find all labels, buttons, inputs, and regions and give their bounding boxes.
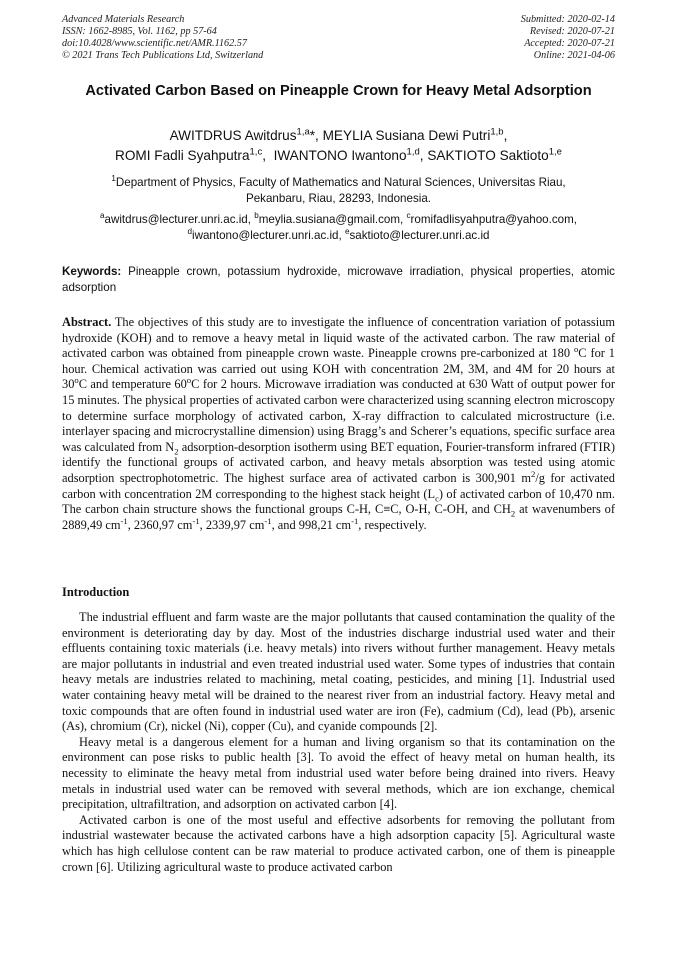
author-emails: $^a$awitdrus@lecturer.unri.ac.id, $^b$meylia.susiana@gmail.com, $^c$romifadlisyahputra@yahoo.com, $^d$iwantono@lecturer.unri.ac.id, $^e$saktioto@lecturer.unri.ac.id [100, 211, 577, 242]
date-online: Online: 2021-04-06 [533, 50, 615, 61]
journal-copyright: © 2021 Trans Tech Publications Ltd, Switzerland [62, 50, 264, 61]
paragraph: Heavy metal is a dangerous element for a human and living organism so that its contamination on the environment can pose risks to public health [3]. To avoid the effect of heavy metal on human health, its necessity to eliminate the heavy metal from industrial used water before being drained into rivers. Heavy metals in industrial used water can be removed with several methods, which are ion exchange, chemical precipitation, ultrafiltration, and adsorption on activated carbon [4]. [62, 734, 615, 812]
paragraph: The industrial effluent and farm waste are the major pollutants that caused contamination the quality of the environment is deteriorating day by day. Most of the industries discharge industrial used water and their effluents containing toxic materials (i.e. heavy metals) into rivers without further management. Heavy metals are major pollutants in industrial and even treated industrial used water. Some types of industries that contain heavy metals are industries related to machining, metal coating, pesticides, and mining [1]. Industrial used water containing heavy metal will be drained to the nearest river from an industrial factory. Heavy metal and toxic compounds that are often found in industrial used water are iron (Fe), cadmium (Cd), lead (Pb), arsenic (As), chromium (Cr), nickel (Ni), copper (Cu), and cyanide compounds [2]. [62, 610, 615, 734]
journal-name: Advanced Materials Research [62, 14, 185, 25]
journal-info [62, 14, 263, 62]
author-name: MEYLIA Susiana Dewi Putri [322, 128, 491, 143]
date-revised: Revised: 2020-07-21 [529, 26, 615, 37]
author-name: ROMI Fadli Syahputra [115, 148, 250, 163]
email-link[interactable]: iwantono@lecturer.unri.ac.id, [192, 229, 342, 242]
journal-doi: doi:10.4028/www.scientific.net/AMR.1162.57 [62, 38, 247, 49]
author-name: IWANTONO Iwantono [273, 148, 407, 163]
author-name: SAKTIOTO Saktioto [427, 148, 549, 163]
affiliation: $^1$Department of Physics, Faculty of Mathematics and Natural Sciences, Universitas Riau, Pekanbaru, Riau, 28293, Indonesia. [111, 174, 566, 205]
keywords-label: Keywords: [62, 265, 122, 278]
submission-dates [521, 14, 615, 62]
keywords-text: Pineapple crown, potassium hydroxide, microwave irradiation, physical properties, atomic adsorption [62, 265, 615, 294]
abstract-label: Abstract. [62, 315, 112, 329]
author-list: AWITDRUS Awitdrus$^{1,a}$*, MEYLIA Susiana Dewi Putri$^{1,b}$, ROMI Fadli Syahputra$^{1,c}$, IWANTONO Iwantono$^{1,d}$, SAKTIOTO Saktioto$^{1,e}$ [115, 126, 562, 163]
date-accepted: Accepted: 2020-07-21 [524, 38, 615, 49]
introduction-body [62, 610, 615, 875]
email-link[interactable]: awitdrus@lecturer.unri.ac.id, [104, 213, 251, 226]
journal-issn: ISSN: 1662-8985, Vol. 1162, pp 57-64 [62, 26, 217, 37]
keywords [62, 264, 615, 295]
email-link[interactable]: saktioto@lecturer.unri.ac.id [349, 229, 490, 242]
paragraph: Activated carbon is one of the most useful and effective adsorbents for removing the pollutant from industrial wastewater because the activated carbons have a high adsorption capacity [5]. Agricultural waste which has high cellulose content can be raw material to produce activated carbon, one of them is pineapple crown [6]. Utilizing agricultural waste to produce activated carbon [62, 812, 615, 874]
paper-title: Activated Carbon Based on Pineapple Crown for Heavy Metal Adsorption [85, 83, 592, 99]
abstract: Abstract. The objectives of this study are to investigate the influence of concentration variation of potassium hydroxide (KOH) and to remove a heavy metal in liquid waste of the activated carbon. The raw material of activated carbon was obtained from pineapple crown waste. Pineapple crowns pre-carbonized at 180 $^o$C for 1 hour. Chemical activation was carried out using KOH with concentration 2M, 3M, and 4M for 20 hours at 30$^o$C and temperature 60$^o$C for 2 hours. Microwave irradiation was conducted at 630 Watt of output power for 15 minutes. The physical properties of activated carbon were characterized using scanning electron microscopy to determine surface morphology of activated carbon, X-ray diffraction to calculated microstructure (i.e. interlayer spacing and microcrystalline dimension) using Bragg’s and Scherer’s equations, specific surface area was calculated from $N_2$ adsorption-desorption isotherm using BET equation, Fourier-transform infrared (FTIR) identify the functional groups of activated carbon, and heavy metals absorption was tested using atomic adsorption spectrophotometric. The highest surface area of activated carbon is 300,901 $m^2/g$ for activated carbon with concentration 2M corresponding to the highest stack height $(L_c)$ of activated carbon of 10,470 nm. The carbon chain structure shows the functional groups C-H, C≡C, O-H, C-OH, and $CH_2$ at wavenumbers of 2889,49 $cm^{-1}$, 2360,97 $cm^{-1}$, 2339,97 $cm^{-1}$, and 998,21 $cm^{-1}$, respectively. [62, 315, 616, 532]
email-link[interactable]: romifadlisyahputra@yahoo.com, [410, 213, 577, 226]
date-submitted: Submitted: 2020-02-14 [520, 14, 615, 25]
author-name: AWITDRUS Awitdrus [169, 128, 297, 143]
email-link[interactable]: meylia.susiana@gmail.com, [258, 213, 404, 226]
section-heading-introduction: Introduction [62, 585, 130, 599]
